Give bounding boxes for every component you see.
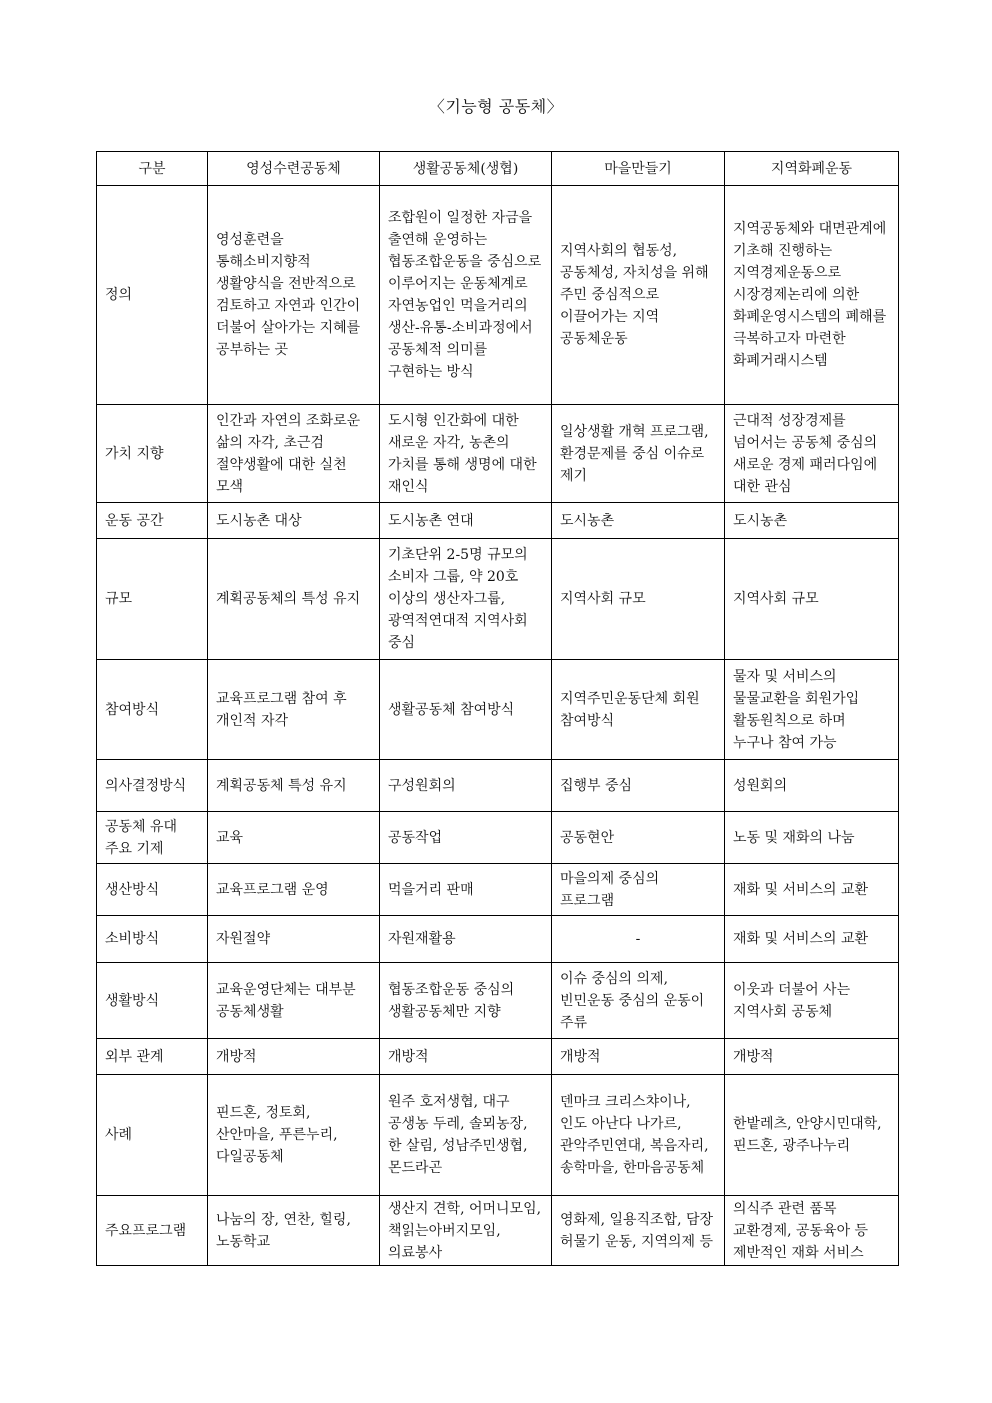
table-cell: 생활공동체 참여방식 [380, 660, 552, 760]
table-cell: 공동현안 [552, 812, 725, 864]
comparison-table [96, 151, 899, 1266]
table-cell: 핀드혼, 정토회, 산안마을, 푸른누리, 다일공동체 [208, 1075, 380, 1196]
table-cell: 구성원회의 [380, 760, 552, 812]
table-cell: 마을의제 중심의 프로그램 [552, 864, 725, 916]
table-row [97, 660, 899, 760]
document-title: 〈기능형 공동체〉 [428, 97, 564, 116]
table-cell: 인간과 자연의 조화로운 삶의 자각, 초근검 절약생활에 대한 실천 모색 [208, 405, 380, 503]
header-category: 구분 [97, 152, 208, 186]
row-label: 소비방식 [97, 916, 208, 963]
table-cell: 기초단위 2-5명 규모의 소비자 그룹, 약 20호 이상의 생산자그룹, 광역적연대적 지역사회 중심 [380, 539, 552, 660]
table-cell: 자원절약 [208, 916, 380, 963]
table-row [97, 864, 899, 916]
table-cell: 도시농촌 [725, 503, 899, 539]
table-row [97, 1196, 899, 1266]
table-cell: 일상생활 개혁 프로그램, 환경문제를 중심 이슈로 제기 [552, 405, 725, 503]
header-spiritual-community: 영성수련공동체 [208, 152, 380, 186]
table-cell: 교육프로그램 참여 후 개인적 자각 [208, 660, 380, 760]
table-cell: 이웃과 더불어 사는 지역사회 공동체 [725, 963, 899, 1039]
row-label: 규모 [97, 539, 208, 660]
table-row [97, 812, 899, 864]
table-cell: 영성훈련을 통해소비지향적 생활양식을 전반적으로 검토하고 자연과 인간이 더불어 살아가는 지혜를 공부하는 곳 [208, 186, 380, 405]
table-row [97, 405, 899, 503]
table-cell: 도시농촌 연대 [380, 503, 552, 539]
table-row [97, 1039, 899, 1075]
table-cell: 근대적 성장경제를 넘어서는 공동체 중심의 새로운 경제 패러다임에 대한 관심 [725, 405, 899, 503]
row-label: 의사결정방식 [97, 760, 208, 812]
table-cell: 지역사회 규모 [552, 539, 725, 660]
table-cell: - [552, 916, 725, 963]
row-label: 가치 지향 [97, 405, 208, 503]
table-cell: 의식주 관련 품목 교환경제, 공동육아 등 제반적인 재화 서비스 [725, 1196, 899, 1266]
table-cell: 생산지 견학, 어머니모임, 책읽는아버지모임, 의료봉사 [380, 1196, 552, 1266]
table-row [97, 186, 899, 405]
table-cell: 도시농촌 대상 [208, 503, 380, 539]
table-row [97, 1075, 899, 1196]
table-cell: 덴마크 크리스챠이나, 인도 아난다 나가르, 관악주민연대, 복음자리, 송학마을, 한마음공동체 [552, 1075, 725, 1196]
table-cell: 지역주민운동단체 회원 참여방식 [552, 660, 725, 760]
header-village-making: 마을만들기 [552, 152, 725, 186]
row-label: 주요프로그램 [97, 1196, 208, 1266]
row-label: 참여방식 [97, 660, 208, 760]
table-row [97, 760, 899, 812]
row-label: 정의 [97, 186, 208, 405]
table-cell: 지역사회 규모 [725, 539, 899, 660]
table-body [97, 186, 899, 1266]
table-cell: 계획공동체의 특성 유지 [208, 539, 380, 660]
table-cell: 물자 및 서비스의 물물교환을 회원가입 활동원칙으로 하며 누구나 참여 가능 [725, 660, 899, 760]
table-row [97, 963, 899, 1039]
table-cell: 나눔의 장, 연찬, 힐링, 노동학교 [208, 1196, 380, 1266]
table-cell: 개방적 [552, 1039, 725, 1075]
table-cell: 공동작업 [380, 812, 552, 864]
table-cell: 조합원이 일정한 자금을 출연해 운영하는 협동조합운동을 중심으로 이루어지는 운동체계로 자연농업인 먹을거리의 생산-유통-소비과정에서 공동체적 의미를 구현하는 방식 [380, 186, 552, 405]
row-label: 공동체 유대 주요 기제 [97, 812, 208, 864]
table-row [97, 539, 899, 660]
header-row [97, 152, 899, 186]
header-local-currency: 지역화폐운동 [725, 152, 899, 186]
table-cell: 개방적 [725, 1039, 899, 1075]
table-cell: 교육프로그램 운영 [208, 864, 380, 916]
table-cell: 원주 호저생협, 대구 공생농 두레, 솔뫼농장, 한 살림, 성남주민생협, 몬드라곤 [380, 1075, 552, 1196]
table-row [97, 916, 899, 963]
table-cell: 성원회의 [725, 760, 899, 812]
header-living-cooperative: 생활공동체(생협) [380, 152, 552, 186]
row-label: 생활방식 [97, 963, 208, 1039]
table-cell: 한밭레츠, 안양시민대학, 핀드혼, 광주나누리 [725, 1075, 899, 1196]
row-label: 운동 공간 [97, 503, 208, 539]
table-cell: 개방적 [380, 1039, 552, 1075]
table-cell: 노동 및 재화의 나눔 [725, 812, 899, 864]
table-cell: 이슈 중심의 의제, 빈민운동 중심의 운동이 주류 [552, 963, 725, 1039]
table-cell: 집행부 중심 [552, 760, 725, 812]
table-cell: 교육운영단체는 대부분 공동체생활 [208, 963, 380, 1039]
table-cell: 지역공동체와 대면관계에 기초해 진행하는 지역경제운동으로 시장경제논리에 의한 화폐운영시스템의 폐해를 극복하고자 마련한 화폐거래시스템 [725, 186, 899, 405]
table-cell: 지역사회의 협동성, 공동체성, 자치성을 위해 주민 중심적으로 이끌어가는 지역 공동체운동 [552, 186, 725, 405]
table-cell: 먹을거리 판매 [380, 864, 552, 916]
table-cell: 도시형 인간화에 대한 새로운 자각, 농촌의 가치를 통해 생명에 대한 재인식 [380, 405, 552, 503]
row-label: 생산방식 [97, 864, 208, 916]
table-cell: 계획공동체 특성 유지 [208, 760, 380, 812]
table-cell: 협동조합운동 중심의 생활공동체만 지향 [380, 963, 552, 1039]
table-cell: 개방적 [208, 1039, 380, 1075]
row-label: 외부 관계 [97, 1039, 208, 1075]
table-cell: 도시농촌 [552, 503, 725, 539]
table-cell: 재화 및 서비스의 교환 [725, 864, 899, 916]
table-cell: 자원재활용 [380, 916, 552, 963]
table-cell: 영화제, 일용직조합, 담장 허물기 운동, 지역의제 등 [552, 1196, 725, 1266]
row-label: 사례 [97, 1075, 208, 1196]
table-cell: 교육 [208, 812, 380, 864]
table-row [97, 503, 899, 539]
table-cell: 재화 및 서비스의 교환 [725, 916, 899, 963]
